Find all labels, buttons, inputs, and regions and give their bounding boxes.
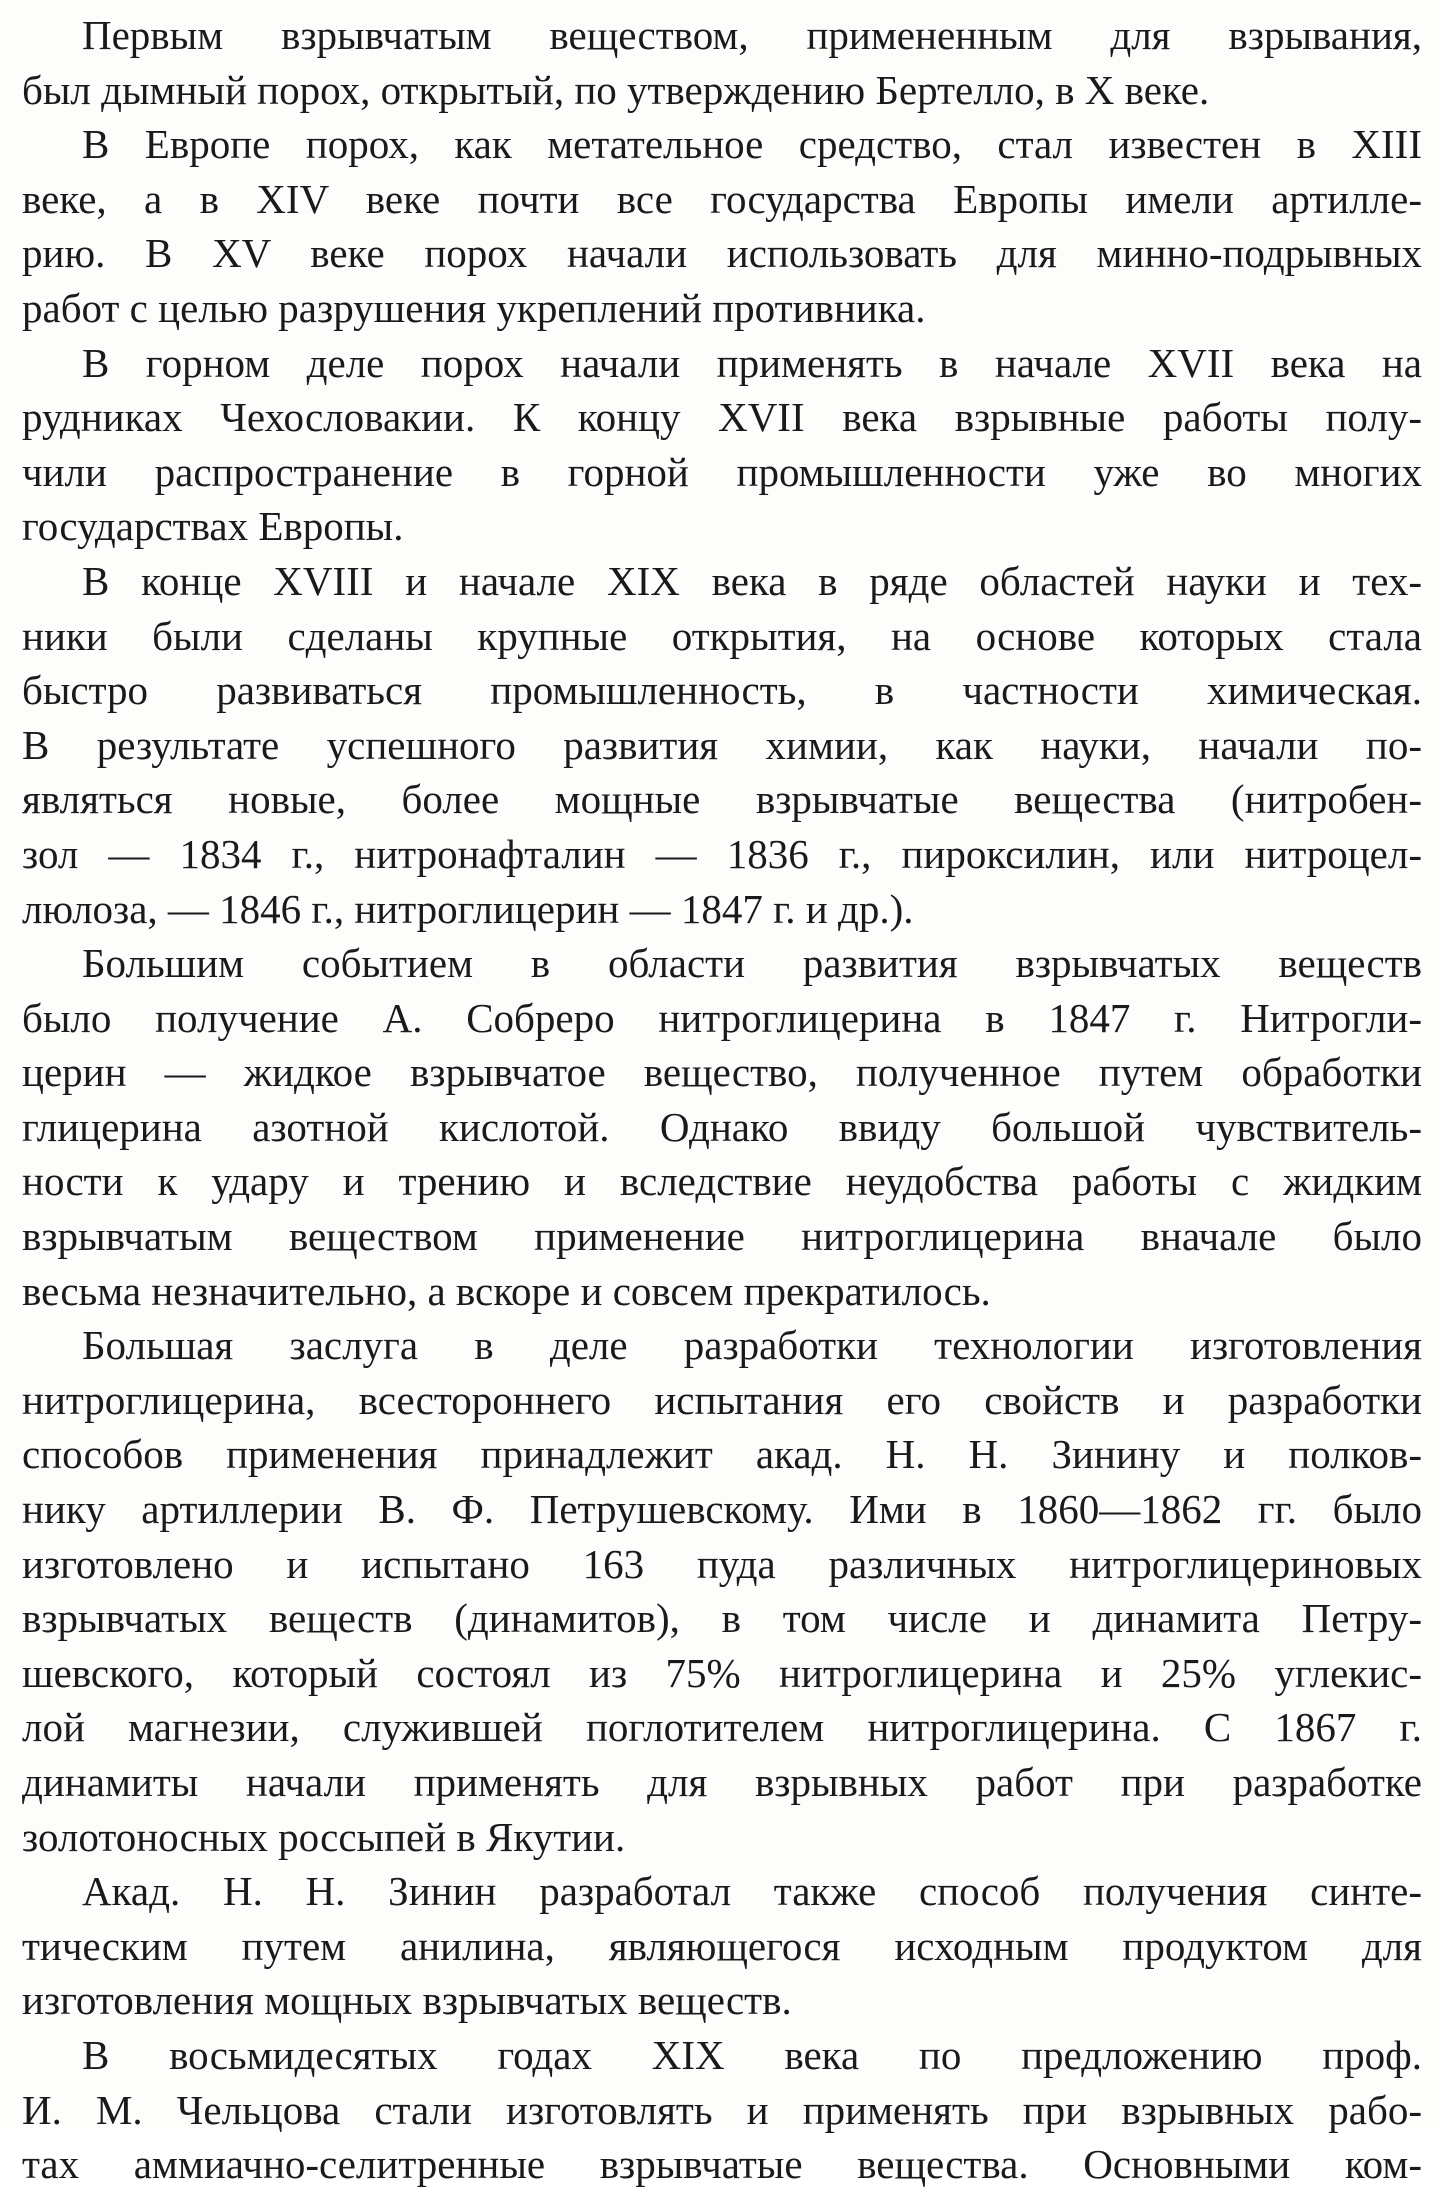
text-line: взрывчатым веществом применение нитроглицерина вначале было (22, 1213, 1422, 1260)
text-line: В восьмидесятых годах XIX века по предложению проф. (82, 2031, 1422, 2078)
text-line: Акад. Н. Н. Зинин разработал также способ получения синте- (82, 1868, 1422, 1915)
text-line: Большая заслуга в деле разработки технологии изготовления (82, 1322, 1422, 1369)
text-line: изготовления мощных взрывчатых веществ. (22, 1977, 792, 2024)
text-line: В Европе порох, как метательное средство, стал известен в XIII (82, 121, 1422, 168)
text-line: был дымный порох, открытый, по утверждению Бертелло, в X веке. (22, 66, 1210, 113)
text-line: ности к удару и трению и вследствие неудобства работы с жидким (22, 1158, 1422, 1205)
text-line: являться новые, более мощные взрывчатые вещества (нитробен- (22, 776, 1422, 823)
text-line: было получение А. Собреро нитроглицерина в 1847 г. Нитрогли- (22, 994, 1422, 1041)
text-line: нику артиллерии В. Ф. Петрушевскому. Ими в 1860—1862 гг. было (22, 1486, 1422, 1533)
text-line: весьма незначительно, а вскоре и совсем прекратилось. (22, 1267, 991, 1314)
text-line: рию. В XV веке порох начали использовать для минно-подрывных (22, 230, 1422, 277)
text-line: нитроглицерина, всестороннего испытания его свойств и разработки (22, 1376, 1422, 1423)
text-line: способов применения принадлежит акад. Н. Н. Зинину и полков- (22, 1431, 1422, 1478)
text-line: В горном деле порох начали применять в начале XVII века на (82, 339, 1422, 386)
document-text (22, 8, 1422, 2192)
text-line: чили распространение в горной промышленности уже во многих (22, 448, 1422, 495)
text-line: церин — жидкое взрывчатое вещество, полученное путем обработки (22, 1049, 1422, 1096)
text-line: веке, а в XIV веке почти все государства Европы имели артилле- (22, 175, 1422, 222)
text-line: работ с целью разрушения укреплений противника. (22, 284, 926, 331)
text-line: тах аммиачно-селитренные взрывчатые вещества. Основными ком- (22, 2141, 1422, 2188)
text-line: В конце XVIII и начале XIX века в ряде областей науки и тех- (82, 557, 1422, 604)
text-line: тическим путем анилина, являющегося исходным продуктом для (22, 1922, 1422, 1969)
text-line: рудниках Чехословакии. К концу XVII века взрывные работы полу- (22, 394, 1422, 441)
text-line: ники были сделаны крупные открытия, на основе которых стала (22, 612, 1422, 659)
text-line: динамиты начали применять для взрывных работ при разработке (22, 1759, 1422, 1805)
text-line: В результате успешного развития химии, как науки, начали по- (22, 721, 1422, 768)
text-line: шевского, который состоял из 75% нитроглицерина и 25% углекис- (22, 1649, 1422, 1696)
text-line: изготовлено и испытано 163 пуда различных нитроглицериновых (22, 1540, 1422, 1587)
text-line: Большим событием в области развития взрывчатых веществ (82, 940, 1422, 987)
text-line: государствах Европы. (22, 503, 404, 550)
text-line: глицерина азотной кислотой. Однако ввиду большой чувствитель- (22, 1103, 1422, 1150)
text-line: взрывчатых веществ (динамитов), в том числе и динамита Петру- (22, 1595, 1422, 1642)
text-line: лой магнезии, служившей поглотителем нитроглицерина. С 1867 г. (22, 1704, 1422, 1751)
text-line: зол — 1834 г., нитронафталин — 1836 г., пироксилин, или нитроцел- (22, 830, 1422, 877)
text-line: Первым взрывчатым веществом, примененным для взрывания, (82, 12, 1422, 58)
text-line: быстро развиваться промышленность, в частности химическая. (22, 667, 1422, 714)
text-line: люлоза, — 1846 г., нитроглицерин — 1847 г. и др.). (22, 885, 914, 932)
text-line: золотоносных россыпей в Якутии. (22, 1813, 626, 1860)
text-line: И. М. Чельцова стали изготовлять и применять при взрывных рабо- (22, 2086, 1422, 2133)
